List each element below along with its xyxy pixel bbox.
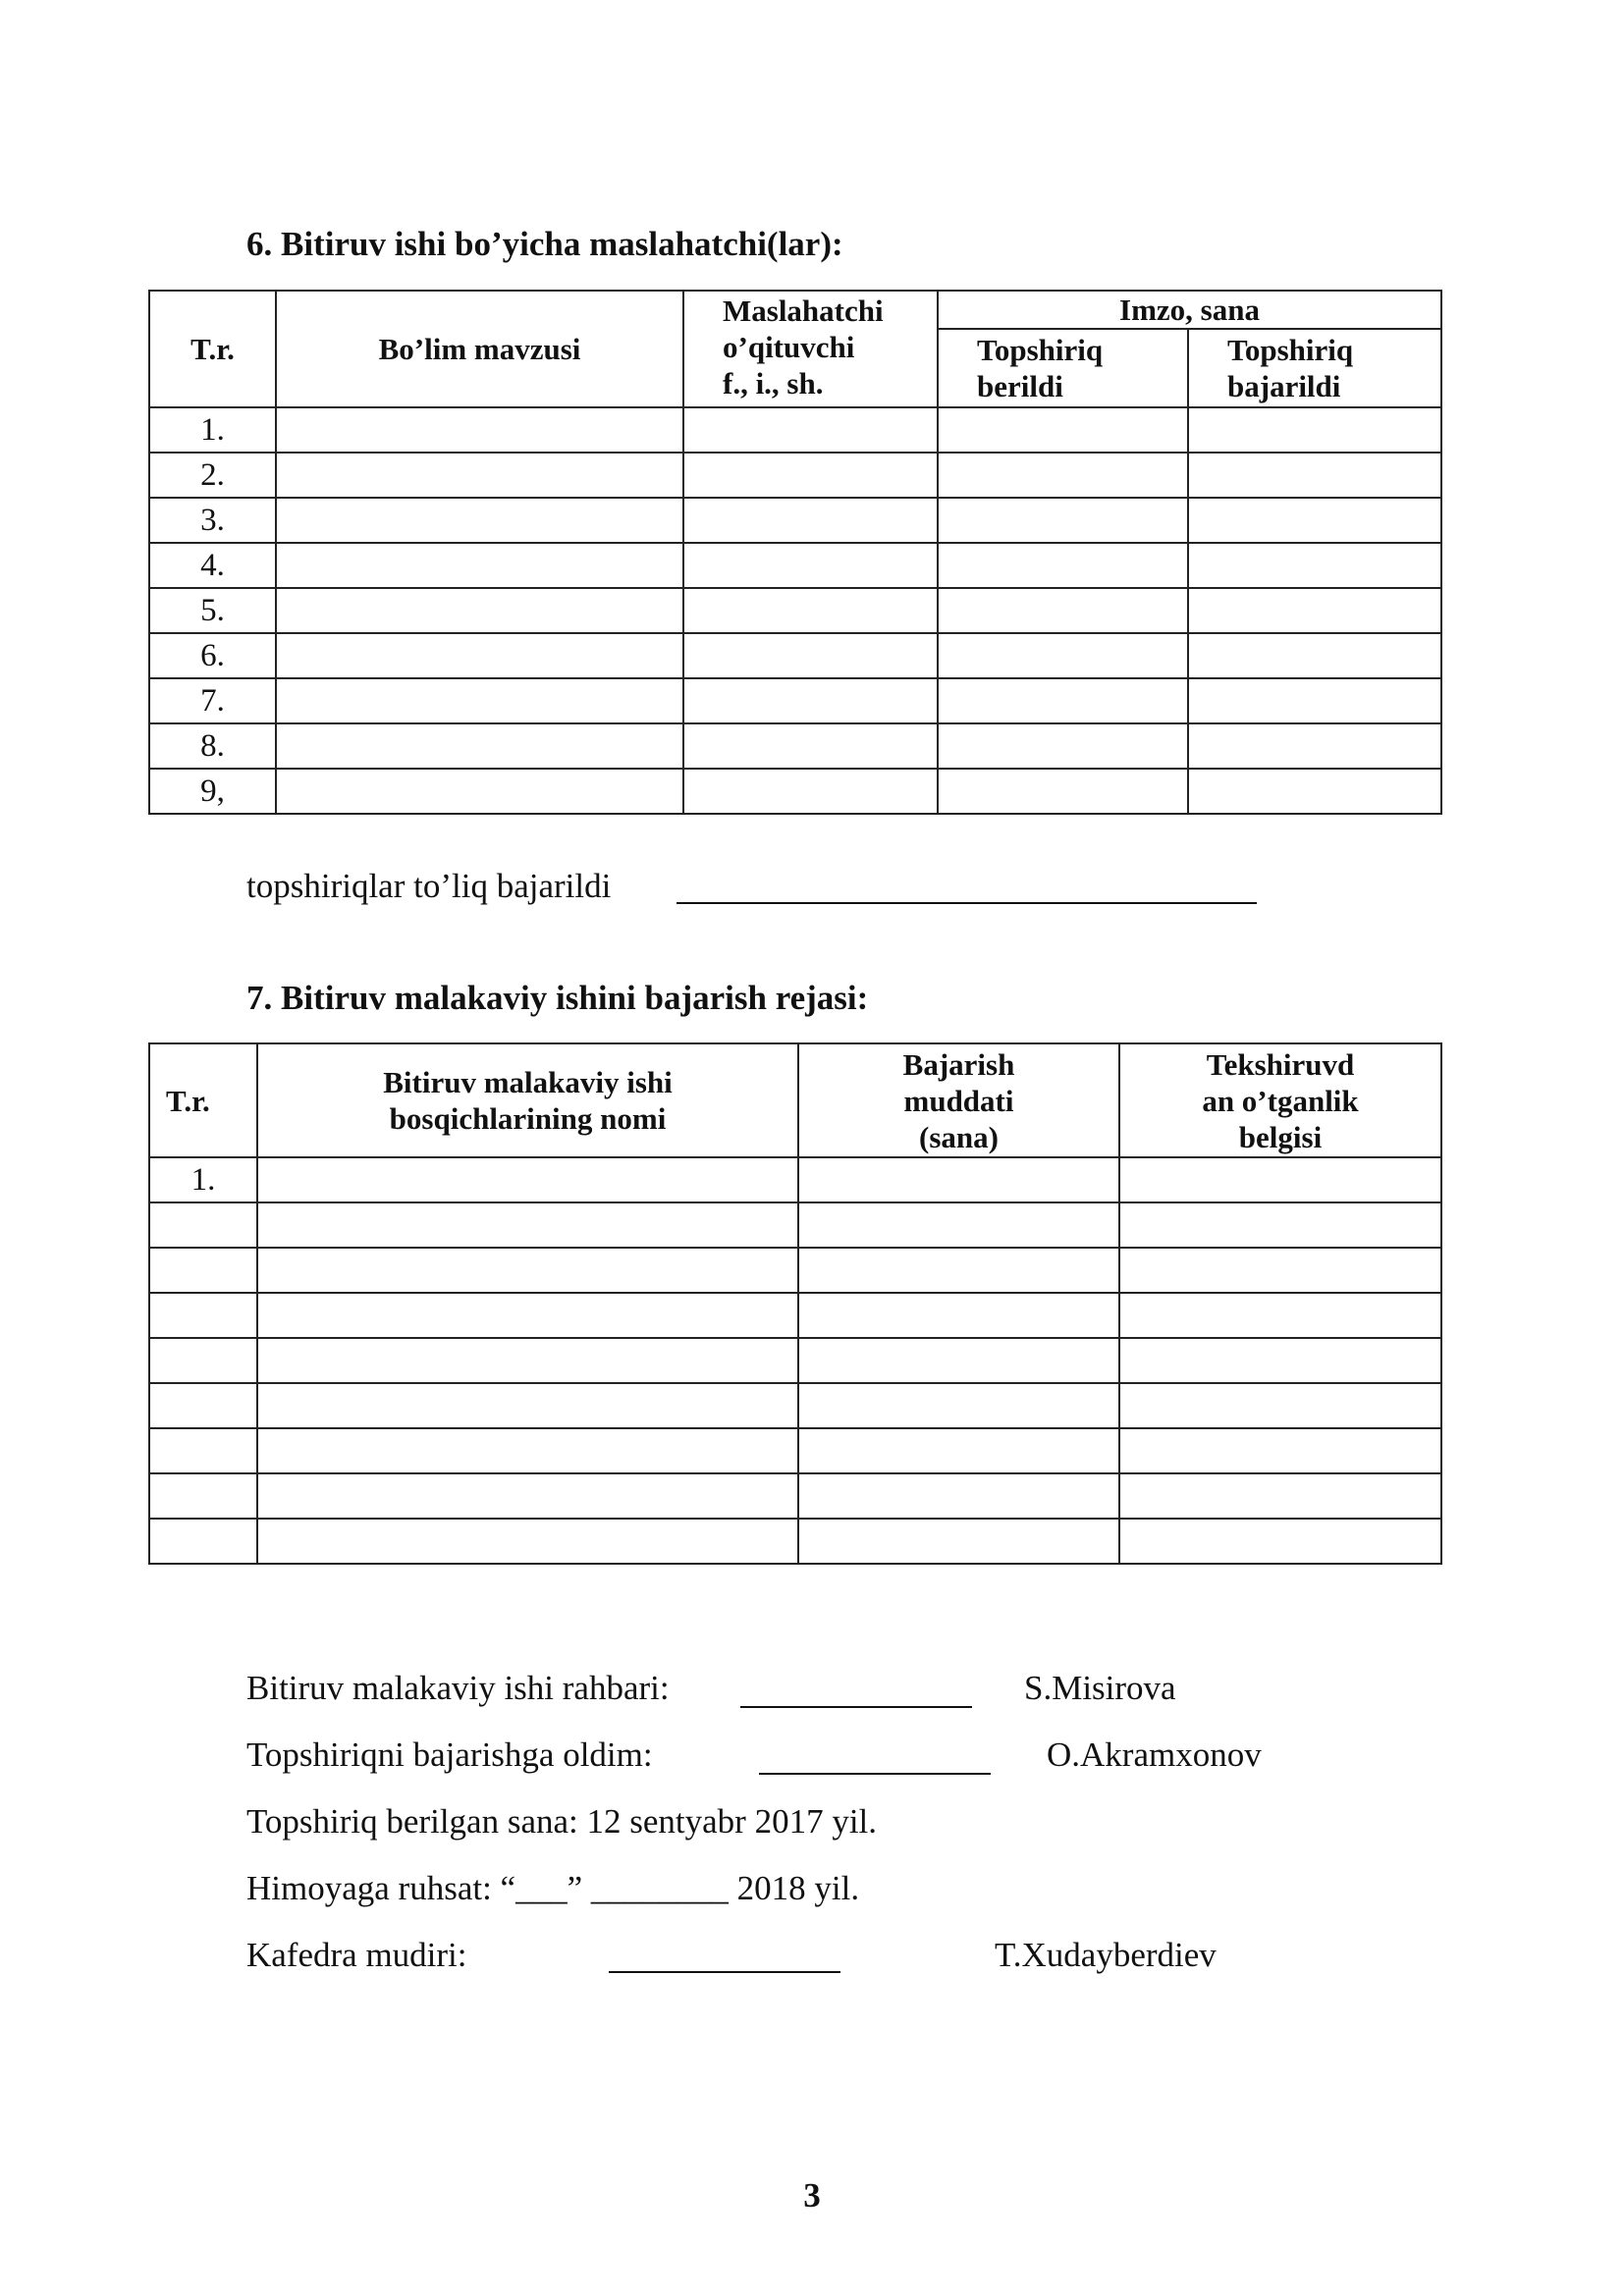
empty-cell[interactable] (276, 407, 683, 453)
plan-table (148, 1042, 1442, 1565)
given-header-line: Topshiriq (977, 333, 1104, 367)
empty-cell[interactable] (276, 678, 683, 723)
empty-cell[interactable] (1119, 1519, 1441, 1564)
col-done-header (1188, 329, 1441, 407)
empty-cell[interactable] (798, 1248, 1119, 1293)
deadline-header-line: muddati (903, 1083, 1014, 1118)
row-number (149, 1519, 257, 1564)
row-number (149, 1293, 257, 1338)
supervisor-label: Bitiruv malakaviy ishi rahbari: (246, 1669, 670, 1707)
empty-cell[interactable] (1188, 678, 1441, 723)
page-number: 3 (803, 2176, 821, 2215)
empty-cell[interactable] (257, 1293, 798, 1338)
stages-header-line: Bitiruv malakaviy ishi (383, 1065, 673, 1099)
row-number (149, 1473, 257, 1519)
empty-cell[interactable] (938, 723, 1188, 769)
empty-cell[interactable] (1188, 453, 1441, 498)
empty-cell[interactable] (938, 633, 1188, 678)
empty-cell[interactable] (1188, 769, 1441, 814)
col-check-header (1119, 1043, 1441, 1157)
empty-cell[interactable] (276, 769, 683, 814)
empty-cell[interactable] (798, 1338, 1119, 1383)
row-number: 1. (149, 407, 276, 453)
table-row (149, 1428, 1441, 1473)
supervisor-signature-line[interactable] (740, 1706, 972, 1708)
stages-header-line: bosqichlarining nomi (389, 1101, 667, 1136)
deadline-header-line: (sana) (919, 1119, 999, 1154)
advisors-table (148, 290, 1442, 815)
completion-signature-line[interactable] (677, 902, 1257, 904)
table-row (149, 588, 1441, 633)
table-row (149, 1202, 1441, 1248)
check-header-line: an o’tganlik (1202, 1083, 1359, 1118)
empty-cell[interactable] (938, 678, 1188, 723)
row-number: 1. (149, 1157, 257, 1202)
advisor-header-line: o’qituvchi (723, 330, 855, 364)
empty-cell[interactable] (1188, 588, 1441, 633)
table-row (149, 1248, 1441, 1293)
empty-cell[interactable] (1188, 723, 1441, 769)
row-number: 2. (149, 453, 276, 498)
row-number: 7. (149, 678, 276, 723)
empty-cell[interactable] (1119, 1293, 1441, 1338)
empty-cell[interactable] (1188, 407, 1441, 453)
empty-cell[interactable] (1119, 1428, 1441, 1473)
empty-cell[interactable] (1119, 1338, 1441, 1383)
empty-cell[interactable] (1119, 1248, 1441, 1293)
supervisor-name: S.Misirova (1024, 1669, 1176, 1707)
empty-cell[interactable] (257, 1428, 798, 1473)
department-head-label: Kafedra mudiri: (246, 1936, 467, 1974)
empty-cell[interactable] (683, 498, 938, 543)
col-signature-group-header: Imzo, sana (938, 291, 1441, 329)
table-row (149, 407, 1441, 453)
empty-cell[interactable] (798, 1202, 1119, 1248)
col-given-header (938, 329, 1188, 407)
advisor-header-line: f., i., sh. (723, 366, 824, 400)
empty-cell[interactable] (798, 1473, 1119, 1519)
empty-cell[interactable] (938, 543, 1188, 588)
row-number: 5. (149, 588, 276, 633)
empty-cell[interactable] (798, 1383, 1119, 1428)
row-number (149, 1428, 257, 1473)
plan-table-body (149, 1157, 1441, 1564)
empty-cell[interactable] (257, 1248, 798, 1293)
row-number (149, 1338, 257, 1383)
advisor-header-line: Maslahatchi (723, 294, 884, 328)
table-row (149, 1519, 1441, 1564)
row-number: 3. (149, 498, 276, 543)
plan-header-row (149, 1043, 1441, 1157)
empty-cell[interactable] (1119, 1383, 1441, 1428)
empty-cell[interactable] (683, 678, 938, 723)
table-row (149, 1293, 1441, 1338)
empty-cell[interactable] (276, 498, 683, 543)
row-number (149, 1202, 257, 1248)
empty-cell[interactable] (1119, 1473, 1441, 1519)
accepted-signature-line[interactable] (759, 1773, 991, 1775)
empty-cell[interactable] (257, 1338, 798, 1383)
col-tr-header: T.r. (149, 291, 276, 407)
empty-cell[interactable] (276, 588, 683, 633)
defense-permission-text: Himoyaga ruhsat: “___” ________ 2018 yil. (246, 1869, 860, 1907)
department-head-name: T.Xudayberdiev (995, 1936, 1217, 1974)
row-number: 4. (149, 543, 276, 588)
empty-cell[interactable] (798, 1293, 1119, 1338)
row-number: 9, (149, 769, 276, 814)
col-advisor-header (683, 291, 938, 407)
empty-cell[interactable] (683, 407, 938, 453)
table-row (149, 1338, 1441, 1383)
empty-cell[interactable] (1119, 1202, 1441, 1248)
table-row (149, 498, 1441, 543)
empty-cell[interactable] (276, 633, 683, 678)
table-row (149, 1473, 1441, 1519)
check-header-line: Tekshiruvd (1206, 1046, 1355, 1082)
accepted-name: O.Akramxonov (1047, 1735, 1262, 1774)
empty-cell[interactable] (683, 633, 938, 678)
accepted-label: Topshiriqni bajarishga oldim: (246, 1735, 653, 1774)
empty-cell[interactable] (683, 723, 938, 769)
empty-cell[interactable] (683, 453, 938, 498)
empty-cell[interactable] (683, 588, 938, 633)
empty-cell[interactable] (1188, 498, 1441, 543)
advisors-table-body (149, 407, 1441, 814)
row-number: 6. (149, 633, 276, 678)
col-stages-header (257, 1043, 798, 1157)
completion-label: topshiriqlar to’liq bajarildi (246, 867, 612, 905)
table-row (149, 1157, 1441, 1202)
empty-cell[interactable] (257, 1383, 798, 1428)
done-header-line: Topshiriq (1227, 333, 1354, 367)
row-number (149, 1248, 257, 1293)
empty-cell[interactable] (1188, 633, 1441, 678)
row-number: 8. (149, 723, 276, 769)
empty-cell[interactable] (257, 1473, 798, 1519)
advisors-header-row (149, 291, 1441, 329)
empty-cell[interactable] (276, 723, 683, 769)
col-tr-header: T.r. (149, 1043, 257, 1157)
empty-cell[interactable] (276, 453, 683, 498)
deadline-header-line: Bajarish (902, 1046, 1015, 1082)
given-header-line: berildi (977, 369, 1063, 403)
check-header-line: belgisi (1238, 1119, 1323, 1154)
empty-cell[interactable] (1119, 1157, 1441, 1202)
empty-cell[interactable] (938, 769, 1188, 814)
section-7-heading: 7. Bitiruv malakaviy ishini bajarish rejasi: (246, 979, 869, 1017)
empty-cell[interactable] (798, 1157, 1119, 1202)
empty-cell[interactable] (257, 1157, 798, 1202)
issued-date-text: Topshiriq berilgan sana: 12 sentyabr 2017 yil. (246, 1802, 878, 1841)
department-head-signature-line[interactable] (609, 1971, 840, 1973)
empty-cell[interactable] (257, 1519, 798, 1564)
empty-cell[interactable] (798, 1519, 1119, 1564)
empty-cell[interactable] (276, 543, 683, 588)
col-topic-header: Bo’lim mavzusi (276, 291, 683, 407)
table-row (149, 633, 1441, 678)
empty-cell[interactable] (938, 407, 1188, 453)
empty-cell[interactable] (683, 769, 938, 814)
table-row (149, 723, 1441, 769)
table-row (149, 769, 1441, 814)
empty-cell[interactable] (798, 1428, 1119, 1473)
table-row (149, 1383, 1441, 1428)
table-row (149, 453, 1441, 498)
empty-cell[interactable] (938, 498, 1188, 543)
section-6-heading: 6. Bitiruv ishi bo’yicha maslahatchi(lar): (246, 225, 843, 263)
empty-cell[interactable] (257, 1202, 798, 1248)
empty-cell[interactable] (938, 453, 1188, 498)
done-header-line: bajarildi (1227, 369, 1341, 403)
empty-cell[interactable] (938, 588, 1188, 633)
table-row (149, 678, 1441, 723)
row-number (149, 1383, 257, 1428)
empty-cell[interactable] (1188, 543, 1441, 588)
empty-cell[interactable] (683, 543, 938, 588)
table-row (149, 543, 1441, 588)
col-deadline-header (798, 1043, 1119, 1157)
